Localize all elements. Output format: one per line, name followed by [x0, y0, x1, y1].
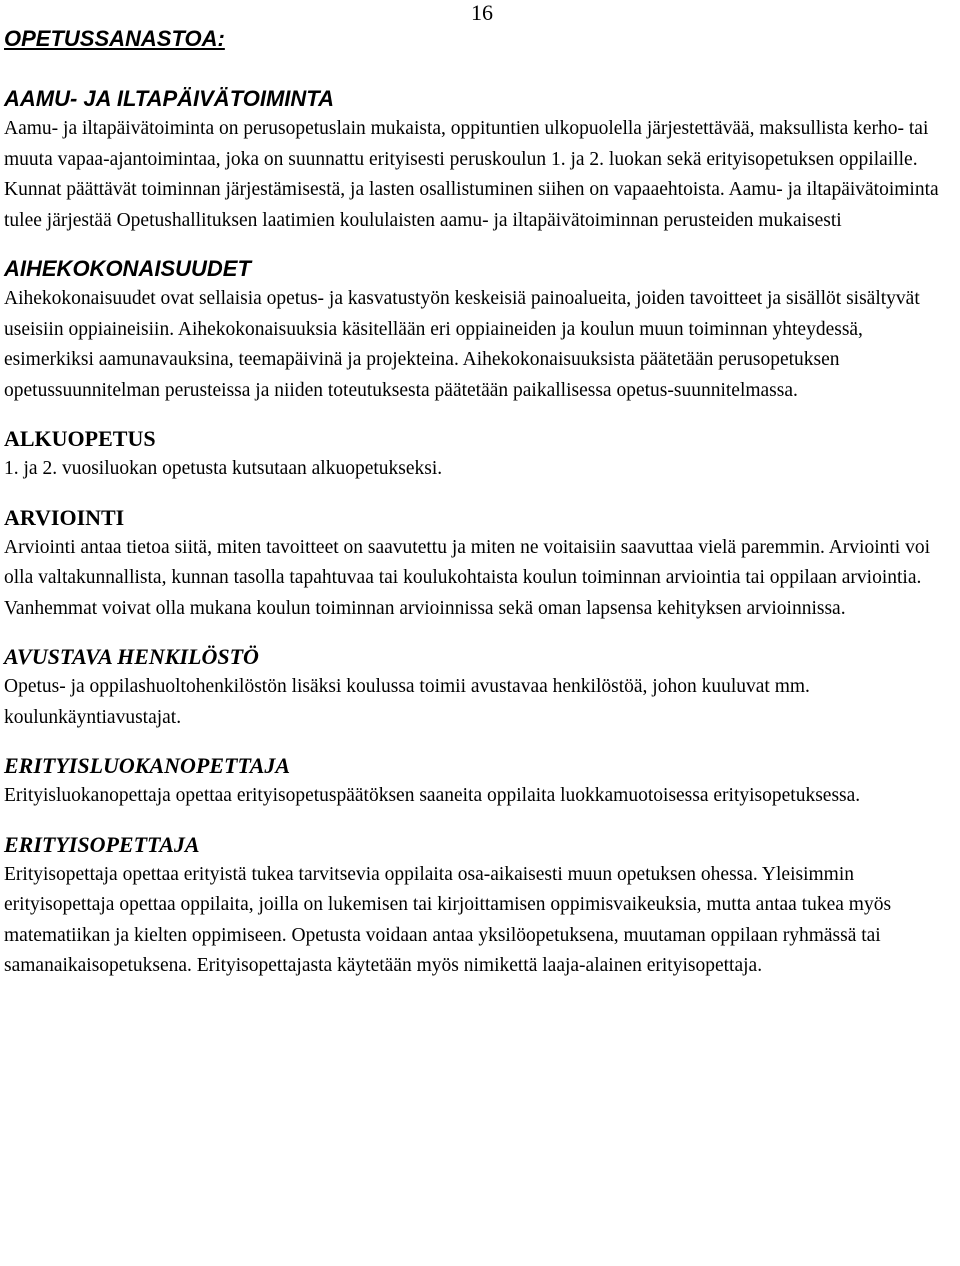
section-heading: ALKUOPETUS [4, 426, 156, 451]
section-text: Aihekokonaisuudet ovat sellaisia opetus- ja kasvatustyön keskeisiä painoalueita, joiden tavoitteet ja sisällöt sisältyvät useisiin oppiaineisiin. Aihekokonaisuuksia käsitellään eri oppiaineiden ja koulun muun toiminnan yhteydessä, esimerkiksi aamunavauksina, teemapäivinä ja projekteina. Aihekokonaisuuksista päätetään perusopetuksen opetussuunnitelman perusteissa ja niiden toteutuksesta päätetään paikallisessa opetus-suunnitelmassa. [4, 288, 920, 401]
section-arviointi [4, 503, 954, 625]
section-heading: AAMU- JA ILTAPÄIVÄTOIMINTA [4, 86, 334, 111]
section-heading: ERITYISOPETTAJA [4, 831, 200, 857]
section-erityisluokanopettaja [4, 751, 954, 812]
section-text: Erityisluokanopettaja opettaa erityisopetuspäätöksen saaneita oppilaita luokkamuotoisessa erityisopetuksessa. [4, 785, 861, 806]
section-alkuopetus [4, 424, 954, 485]
section-aihekokonaisuudet [4, 254, 954, 406]
page-title: OPETUSSANASTOA: [4, 26, 225, 51]
section-erityisopettaja [4, 830, 954, 982]
section-heading: ERITYISLUOKANOPETTAJA [4, 753, 291, 778]
section-text: Arviointi antaa tietoa siitä, miten tavoitteet on saavutettu ja miten ne voitaisiin saavuttaa vielä paremmin. Arviointi voi olla valtakunnallista, kunnan tasolla tapahtuvaa tai koulukohtaista koulun toiminnan arviointia tai oppilaan arviointia. Vanhemmat voivat olla mukana koulun toiminnan arvioinnissa sekä oman lapsensa kehityksen arvioinnissa. [4, 536, 931, 619]
glossary-content [4, 84, 954, 1000]
section-heading: ARVIOINTI [4, 504, 125, 530]
section-text: Aamu- ja iltapäivätoiminta on perusopetuslain mukaista, oppituntien ulkopuolella järjestettävää, maksullista kerho- tai muuta vapaa-ajantoimintaa, joka on suunnattu erityisesti peruskoulun 1. ja 2. luokan sekä erityisopetuksen oppilaille. Kunnat päättävät toiminnan järjestämisestä, ja lasten osallistuminen siihen on vapaaehtoista. Aamu- ja iltapäivätoiminta tulee järjestää Opetushallituksen laatimien koululaisten aamu- ja iltapäivätoiminnan perusteiden mukaisesti [4, 118, 939, 231]
section-heading: AIHEKOKONAISUUDET [4, 256, 251, 281]
section-text: Opetus- ja oppilashuoltohenkilöstön lisäksi koulussa toimii avustavaa henkilöstöä, johon kuuluvat mm. koulunkäyntiavustajat. [4, 676, 810, 728]
section-heading: AVUSTAVA HENKILÖSTÖ [4, 644, 259, 669]
page-number: 16 [471, 0, 493, 25]
section-aamu-ja-iltapaivatoiminta [4, 84, 954, 236]
section-text: 1. ja 2. vuosiluokan opetusta kutsutaan alkuopetukseksi. [4, 458, 443, 479]
section-text: Erityisopettaja opettaa erityistä tukea tarvitsevia oppilaita osa-aikaisesti muun opetuksen ohessa. Yleisimmin erityisopettaja opettaa oppilaita, joilla on lukemisen tai kirjoittamisen oppimisvaikeuksia, mutta antaa tukea myös matematiikan ja kielten oppimiseen. Opetusta voidaan antaa yksilöopetuksena, muutaman oppilaan ryhmässä tai samanaikaisopetuksena. Erityisopettajasta käytetään myös nimikettä laaja-alainen erityisopettaja. [4, 863, 892, 976]
section-avustava-henkilosto [4, 642, 954, 733]
